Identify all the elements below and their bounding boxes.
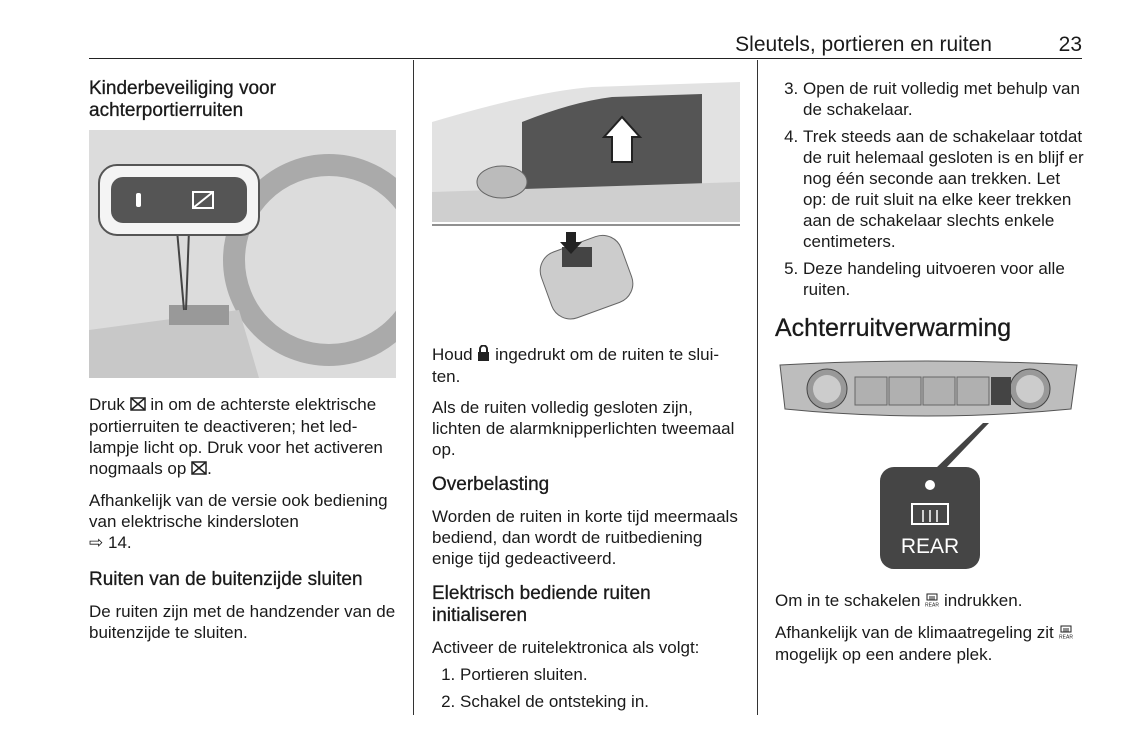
rear-heating-note: Afhankelijk van de klimaatregeling zit REAR mogelijk op een andere plek. bbox=[775, 623, 1073, 665]
rear-heating-instruction: Om in te schakelen REAR indrukken. bbox=[775, 590, 1085, 612]
heading-rear-window-heating: Achterruitverwarming bbox=[775, 314, 1012, 342]
initialise-steps-continued bbox=[775, 78, 1085, 300]
child-lock-note: Afhankelijk van de versie ook bediening van elektrische kindersloten ⇨ 14. bbox=[89, 491, 388, 553]
heading-close-from-outside: Ruiten van de buitenzijde sluiten bbox=[89, 569, 363, 591]
list-item: 2. Schakel de ontsteking in. bbox=[460, 691, 740, 712]
svg-text:REAR: REAR bbox=[1058, 634, 1073, 640]
page-reference-link[interactable]: 14. bbox=[107, 533, 132, 553]
door-panel-illustration bbox=[89, 130, 396, 378]
page-reference-arrow-icon: ⇨ bbox=[89, 533, 104, 553]
page-number: 23 bbox=[1058, 33, 1082, 56]
section-title: Sleutels, portieren en ruiten bbox=[735, 33, 992, 56]
list-item: 4. Trek steeds aan de schakelaar totdat de ruit helemaal gesloten is en blijf er nog één seconde aan trekken. Let op: de ruit sluit na elke keer trekken aan de schakelaar slechts enkele centimeters. bbox=[803, 126, 1085, 252]
initialise-steps bbox=[432, 664, 740, 712]
column-divider bbox=[413, 60, 414, 715]
page-header bbox=[89, 30, 1082, 59]
list-item: 1. Portieren sluiten. bbox=[460, 664, 740, 685]
column-1 bbox=[89, 78, 397, 653]
window-lock-icon bbox=[191, 459, 207, 480]
close-from-outside-text: De ruiten zijn met de handzender van de buitenzijde te sluiten. bbox=[89, 602, 396, 643]
window-lock-icon bbox=[130, 395, 146, 416]
climate-panel-illustration bbox=[775, 357, 1082, 572]
hold-lock-instructions: Houd ingedrukt om de ruiten te sluiten. bbox=[432, 345, 720, 387]
rear-button-label: REAR bbox=[900, 535, 960, 558]
rear-window-heating-icon bbox=[925, 591, 939, 612]
overload-text: Worden de ruiten in korte tijd meermaals bediend, dan wordt de ruitbediening enige tijd gedeactiveerd. bbox=[432, 507, 738, 569]
svg-text:REAR: REAR bbox=[925, 602, 940, 608]
heading-initialise-windows: Elektrisch bediende ruiten initialiseren bbox=[432, 583, 651, 627]
lock-icon bbox=[477, 345, 490, 366]
column-3 bbox=[775, 78, 1085, 675]
child-lock-instructions: Druk in om de achterste elektrische portierruiten te deactiveren; het led-lampje licht op. Druk voor het activeren nogmaals op . bbox=[89, 394, 397, 480]
column-2 bbox=[432, 78, 740, 722]
initialise-intro: Activeer de ruitelektronica als volgt: bbox=[432, 638, 700, 658]
list-item: 5. Deze handeling uitvoeren voor alle ruiten. bbox=[803, 258, 1085, 300]
car-window-key-illustration bbox=[432, 82, 740, 328]
hazard-flash-note: Als de ruiten volledig gesloten zijn, lichten de alarmknipperlichten tweemaal op. bbox=[432, 398, 735, 460]
list-item: 3. Open de ruit volledig met behulp van de schakelaar. bbox=[803, 78, 1085, 120]
column-divider bbox=[757, 60, 758, 715]
heading-overload: Overbelasting bbox=[432, 474, 550, 496]
rear-window-heating-icon bbox=[1059, 623, 1073, 644]
heading-child-lock: Kinderbeveiliging voor achterportierruiten bbox=[89, 78, 276, 121]
